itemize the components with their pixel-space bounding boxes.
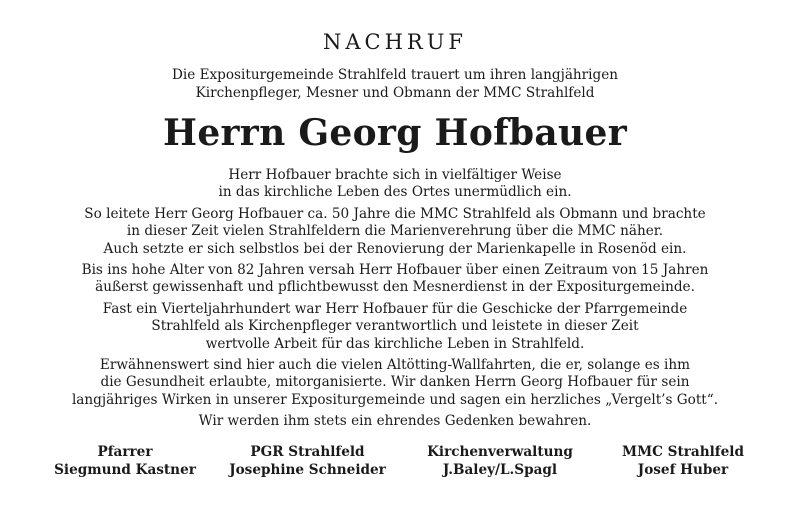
text-line: Wir werden ihm stets ein ehrendes Gedenken bewahren. [198,413,592,430]
signatory-name: J.Baley/L.Spagl [442,461,558,478]
intro-text [0,67,790,102]
text-line: langjähriges Wirken in unserer Expositurgemeinde und sagen ein herzliches „Vergelt’s Gott“. [71,391,719,408]
signatory-name: Josef Huber [637,461,729,478]
signatory-role: Kirchenverwaltung [427,444,573,460]
intro-line: Die Expositurgemeinde Strahlfeld trauert um ihren langjährigen [171,67,619,83]
signatory-role: PGR Strahlfeld [250,444,365,460]
signatory-mmc [598,444,768,479]
signatory-name: Siegmund Kastner [54,461,196,478]
paragraph [0,167,790,202]
text-line: Bis ins hohe Alter von 82 Jahren versah Herr Hofbauer über einen Zeitraum von 15 Jahren [81,262,709,279]
signatory-name: Josephine Schneider [229,461,386,478]
paragraph [0,301,790,353]
signatory-pgr [220,444,395,479]
text-line: wertvolle Arbeit für das kirchliche Leben in Strahlfeld. [205,335,585,352]
text-line: Strahlfeld als Kirchenpfleger verantwortlich und leistete in dieser Zeit [151,318,639,335]
text-line: Erwähnenswert sind hier auch die vielen Altötting-Wallfahrten, die er, solange es ihm [99,357,691,374]
text-line: äußerst gewissenhaft und pflichtbewusst den Mesnerdienst in der Expositurgemeinde. [95,279,695,296]
signatory-pfarrer [40,444,210,479]
signatory-role: Pfarrer [97,444,153,460]
text-line: die Gesundheit erlaubte, mitorganisierte. Wir danken Herrn Georg Hofbauer für sein [100,374,690,391]
text-line: Fast ein Vierteljahrhundert war Herr Hofbauer für die Geschicke der Pfarrgemeinde [102,300,688,317]
signature-block [0,444,790,484]
signatory-role: MMC Strahlfeld [622,444,744,460]
text-line: So leitete Herr Georg Hofbauer ca. 50 Jahre die MMC Strahlfeld als Obmann und brachte [84,205,706,222]
obituary-body [0,167,790,435]
intro-line: Kirchenpfleger, Mesner und Obmann der MMC Strahlfeld [195,84,595,101]
text-line: in das kirchliche Leben des Ortes unermüdlich ein. [218,184,572,201]
paragraph [0,413,790,430]
text-line: Auch setzte er sich selbstlos bei der Renovierung der Marienkapelle in Rosenöd ein. [103,240,687,257]
signatory-kirchenverwaltung [415,444,585,479]
text-line: in dieser Zeit vielen Strahlfeldern die Marienverehrung über die MMC näher. [126,223,664,240]
text-line: Herr Hofbauer brachte sich in vielfältiger Weise [228,167,562,183]
paragraph [0,357,790,409]
paragraph [0,262,790,297]
notice-heading: NACHRUF [322,30,467,54]
deceased-name: Herrn Georg Hofbauer [163,112,627,154]
paragraph [0,206,790,258]
